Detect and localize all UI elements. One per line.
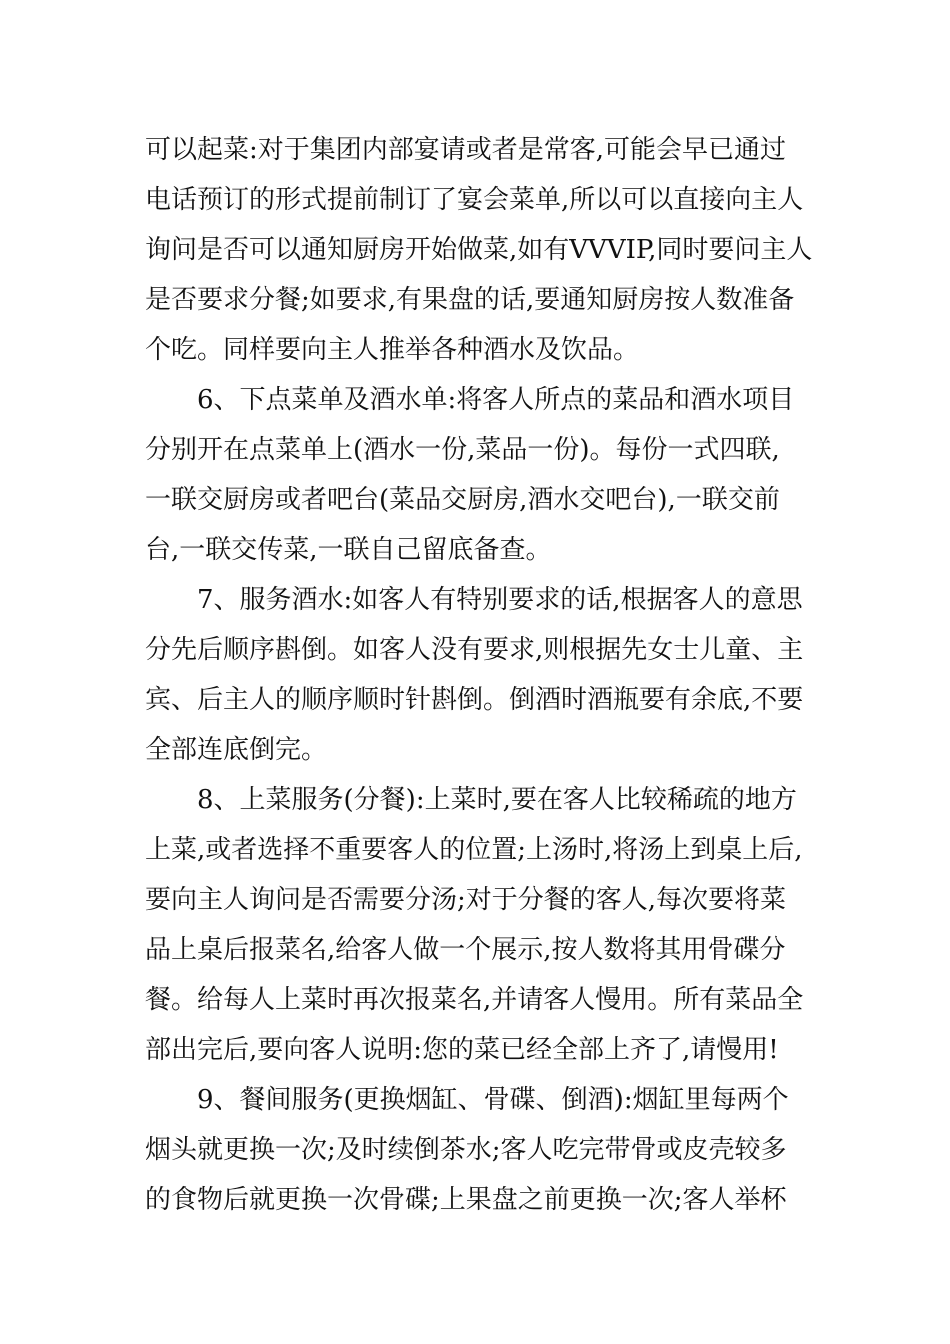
paragraph-start-line: 6、下点菜单及酒水单:将客人所点的菜品和酒水项目: [197, 385, 795, 415]
text-line: 的食物后就更换一次骨碟;上果盘之前更换一次;客人举杯: [145, 1185, 787, 1215]
paragraph-start-line: 7、服务酒水:如客人有特别要求的话,根据客人的意思: [197, 585, 803, 615]
text-line: 一联交厨房或者吧台(菜品交厨房,酒水交吧台),一联交前: [145, 485, 780, 515]
text-line: 要向主人询问是否需要分汤;对于分餐的客人,每次要将菜: [145, 885, 787, 915]
text-line: 分先后顺序斟倒。如客人没有要求,则根据先女士儿童、主: [145, 635, 804, 665]
text-line: 烟头就更换一次;及时续倒茶水;客人吃完带骨或皮壳较多: [145, 1135, 787, 1165]
text-line: 部出完后,要向客人说明:您的菜已经全部上齐了,请慢用!: [145, 1035, 779, 1065]
text-line: 全部连底倒完。: [145, 735, 328, 765]
text-line: 上菜,或者选择不重要客人的位置;上汤时,将汤上到桌上后,: [145, 835, 803, 865]
text-line: 询问是否可以通知厨房开始做菜,如有VVVIP,同时要问主人: [145, 235, 813, 265]
paragraph-start-line: 8、上菜服务(分餐):上菜时,要在客人比较稀疏的地方: [197, 785, 797, 815]
text-line: 品上桌后报菜名,给客人做一个展示,按人数将其用骨碟分: [145, 935, 786, 965]
text-line: 可以起菜:对于集团内部宴请或者是常客,可能会早已通过: [145, 135, 787, 165]
text-line: 宾、后主人的顺序顺时针斟倒。倒酒时酒瓶要有余底,不要: [145, 685, 804, 715]
text-line: 餐。给每人上菜时再次报菜名,并请客人慢用。所有菜品全: [145, 985, 804, 1015]
text-line: 分别开在点菜单上(酒水一份,菜品一份)。每份一式四联,: [145, 435, 780, 465]
text-line: 个吃。同样要向主人推举各种酒水及饮品。: [145, 335, 640, 365]
text-line: 电话预订的形式提前制订了宴会菜单,所以可以直接向主人: [145, 185, 804, 215]
text-line: 是否要求分餐;如要求,有果盘的话,要通知厨房按人数准备: [145, 285, 795, 315]
text-line: 台,一联交传菜,一联自己留底备查。: [145, 535, 552, 565]
paragraph-start-line: 9、餐间服务(更换烟缸、骨碟、倒酒):烟缸里每两个: [197, 1085, 789, 1115]
